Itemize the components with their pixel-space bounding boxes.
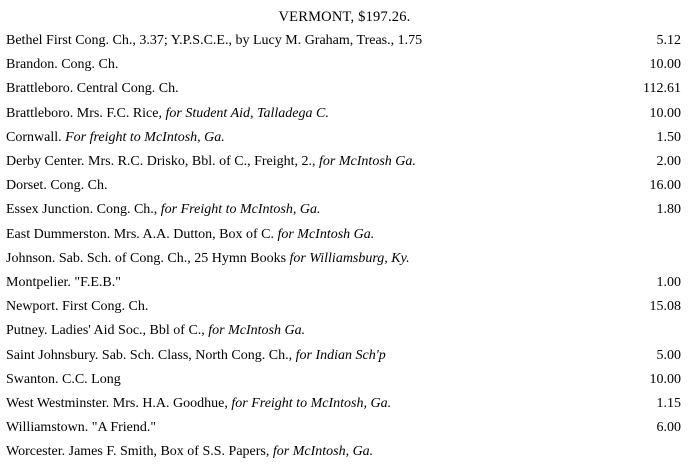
- donor-description: [6, 154, 619, 170]
- donor-text: Essex Junction. Cong. Ch.,: [6, 202, 161, 218]
- table-row: [0, 53, 689, 77]
- table-row: [0, 271, 689, 295]
- table-row: [0, 343, 689, 367]
- donation-purpose: for McIntosh, Ga.: [272, 444, 374, 460]
- donor-description: [6, 251, 619, 267]
- donor-text: Cornwall.: [6, 129, 66, 145]
- donation-purpose: for Williamsburg, Ky.: [289, 250, 410, 266]
- donation-amount: 112.61: [643, 81, 681, 97]
- table-row: [0, 319, 689, 343]
- donation-purpose: for Freight to McIntosh, Ga.: [231, 395, 392, 411]
- donor-text: Johnson. Sab. Sch. of Cong. Ch., 25 Hymn Books: [6, 250, 290, 266]
- donor-text: Newport. First Cong. Ch.: [6, 299, 149, 315]
- donation-purpose: for Indian Sch'p: [295, 347, 386, 363]
- donation-amount: 16.00: [649, 178, 681, 194]
- page-title: VERMONT, $197.26.: [278, 9, 411, 25]
- donor-description: [6, 372, 619, 388]
- donor-text: Montpelier. "F.E.B.": [6, 274, 121, 290]
- donor-description: [6, 57, 619, 73]
- table-row: [0, 440, 689, 464]
- table-row: [0, 368, 689, 392]
- donation-purpose: for Student Aid, Talladega C.: [165, 105, 329, 121]
- donor-text: East Dummerston. Mrs. A.A. Dutton, Box of C.: [6, 226, 278, 242]
- donor-description: [6, 348, 619, 364]
- donor-text: West Westminster. Mrs. H.A. Goodhue,: [6, 395, 232, 411]
- donor-description: [6, 420, 619, 436]
- table-row: [0, 29, 689, 53]
- donor-text: Swanton. C.C. Long: [6, 371, 121, 387]
- donor-description: [6, 227, 619, 243]
- donation-purpose: for McIntosh Ga.: [208, 323, 306, 339]
- donor-text: Bethel First Cong. Ch., 3.37; Y.P.S.C.E., by Lucy M. Graham, Treas., 1.75: [6, 33, 423, 49]
- donation-amount: 15.08: [649, 299, 681, 315]
- table-row: [0, 223, 689, 247]
- table-row: [0, 247, 689, 271]
- donor-text: Saint Johnsbury. Sab. Sch. Class, North Cong. Ch.,: [6, 347, 296, 363]
- table-row: [0, 198, 689, 222]
- donor-text: Brandon. Cong. Ch.: [6, 57, 119, 73]
- donor-description: [6, 444, 619, 460]
- donation-amount: 10.00: [649, 371, 681, 387]
- donor-description: [6, 275, 619, 291]
- donation-amount: 5.12: [656, 33, 681, 49]
- donor-text: Putney. Ladies' Aid Soc., Bbl of C.,: [6, 323, 209, 339]
- donation-table: [0, 29, 689, 464]
- donor-text: Brattleboro. Central Cong. Ch.: [6, 81, 179, 97]
- donation-purpose: for Freight to McIntosh, Ga.: [160, 202, 321, 218]
- donor-text: Derby Center. Mrs. R.C. Drisko, Bbl. of C., Freight, 2.,: [6, 154, 320, 170]
- donor-description: [6, 81, 619, 97]
- donor-description: [6, 33, 619, 49]
- table-row: [0, 174, 689, 198]
- donor-description: [6, 323, 619, 339]
- donation-amount: 10.00: [649, 105, 681, 121]
- table-row: [0, 126, 689, 150]
- table-row: [0, 77, 689, 101]
- donation-purpose: for McIntosh Ga.: [319, 154, 416, 170]
- donor-description: [6, 106, 619, 122]
- table-row: [0, 295, 689, 319]
- donor-text: Worcester. James F. Smith, Box of S.S. Papers,: [6, 444, 273, 460]
- donor-description: [6, 299, 619, 315]
- donation-amount: 2.00: [656, 154, 681, 170]
- donor-description: [6, 130, 619, 146]
- donation-amount: 1.50: [656, 129, 681, 145]
- donation-purpose: For freight to McIntosh, Ga.: [65, 129, 225, 145]
- table-row: [0, 102, 689, 126]
- table-row: [0, 392, 689, 416]
- donation-amount: 6.00: [656, 420, 681, 436]
- table-row: [0, 416, 689, 440]
- donor-text: Brattleboro. Mrs. F.C. Rice,: [6, 105, 166, 121]
- donor-text: Williamstown. "A Friend.": [6, 420, 157, 436]
- donor-description: [6, 202, 619, 218]
- table-row: [0, 150, 689, 174]
- donor-description: [6, 396, 619, 412]
- donation-amount: 1.15: [656, 395, 681, 411]
- donation-amount: 5.00: [656, 347, 681, 363]
- donation-purpose: for McIntosh Ga.: [277, 226, 375, 242]
- donation-amount: 1.80: [656, 202, 681, 218]
- donor-description: [6, 178, 619, 194]
- donation-amount: 10.00: [649, 57, 681, 73]
- donor-text: Dorset. Cong. Ch.: [6, 178, 108, 194]
- donation-amount: 1.00: [656, 274, 681, 290]
